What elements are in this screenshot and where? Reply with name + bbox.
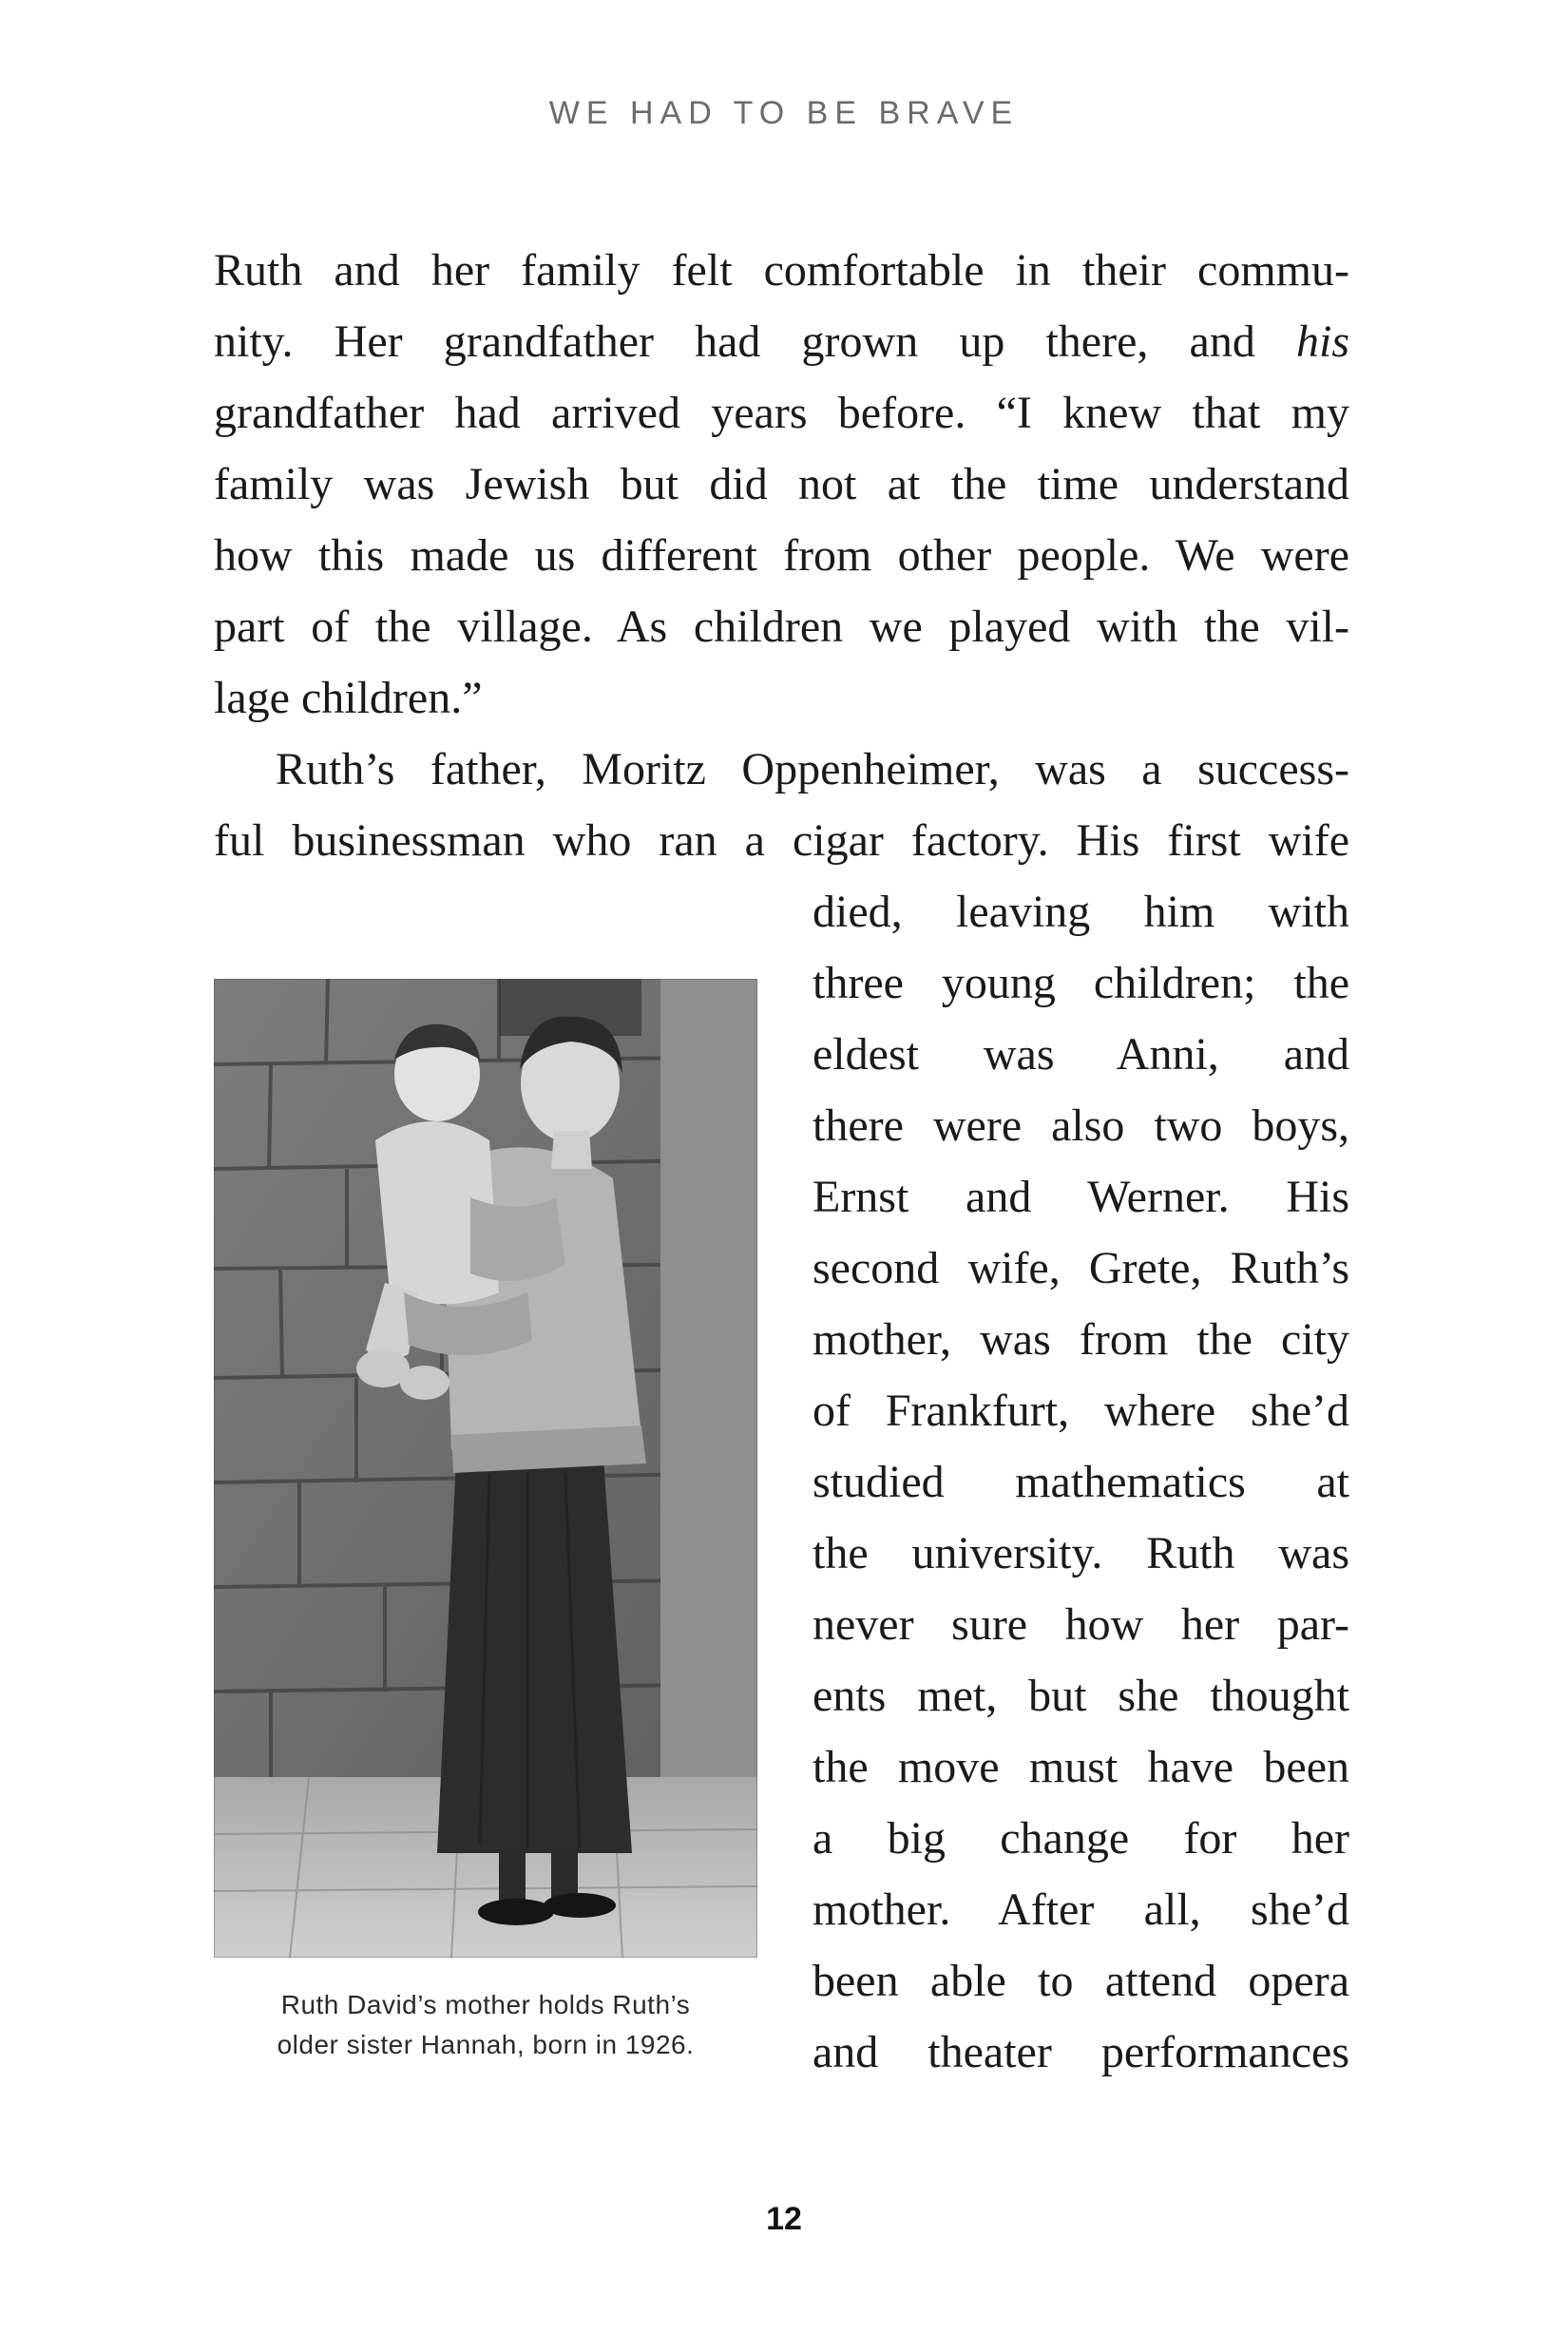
body-line: eldest was Anni, and bbox=[813, 1029, 1349, 1080]
body-line: part of the village. As children we played with the vil- bbox=[214, 602, 1349, 652]
body-line: the move must have been bbox=[813, 1742, 1349, 1792]
body-text-italic: his bbox=[1295, 316, 1349, 367]
body-line: ents met, but she thought bbox=[813, 1671, 1349, 1721]
body-line: a big change for her bbox=[813, 1813, 1349, 1864]
body-line: grandfather had arrived years before. “I knew that my bbox=[214, 388, 1349, 438]
body-line bbox=[214, 314, 1349, 371]
body-line: the university. Ruth was bbox=[813, 1528, 1349, 1578]
historical-photo bbox=[214, 979, 757, 1958]
body-line: mother, was from the city bbox=[813, 1314, 1349, 1365]
body-line: lage children.” bbox=[214, 673, 483, 723]
body-line: and theater performances bbox=[813, 2027, 1349, 2077]
body-line: studied mathematics at bbox=[813, 1457, 1349, 1507]
body-line: family was Jewish but did not at the time understand bbox=[214, 459, 1349, 509]
body-line: there were also two boys, bbox=[813, 1100, 1349, 1151]
page-number: 12 bbox=[766, 2201, 802, 2237]
body-line: never sure how her par- bbox=[813, 1599, 1349, 1650]
body-line-indented: Ruth’s father, Moritz Oppenheimer, was a success- bbox=[276, 744, 1349, 794]
photo-caption-line: Ruth David’s mother holds Ruth’s bbox=[280, 1990, 691, 2019]
running-head: WE HAD TO BE BRAVE bbox=[548, 95, 1020, 131]
body-line: ful businessman who ran a cigar factory. His first wife bbox=[214, 815, 1349, 866]
body-line: three young children; the bbox=[813, 958, 1349, 1008]
body-line: Ernst and Werner. His bbox=[813, 1172, 1349, 1222]
body-text: nity. Her grandfather had grown up there, and bbox=[214, 316, 1296, 367]
photo-caption-line: older sister Hannah, born in 1926. bbox=[277, 2030, 695, 2059]
body-line: died, leaving him with bbox=[813, 887, 1349, 937]
body-line: of Frankfurt, where she’d bbox=[813, 1386, 1349, 1436]
body-line: second wife, Grete, Ruth’s bbox=[813, 1243, 1349, 1293]
body-line: mother. After all, she’d bbox=[813, 1884, 1349, 1935]
body-line: Ruth and her family felt comfortable in their commu- bbox=[214, 245, 1349, 296]
body-line: how this made us different from other people. We were bbox=[214, 530, 1349, 581]
body-line: been able to attend opera bbox=[813, 1956, 1349, 2006]
